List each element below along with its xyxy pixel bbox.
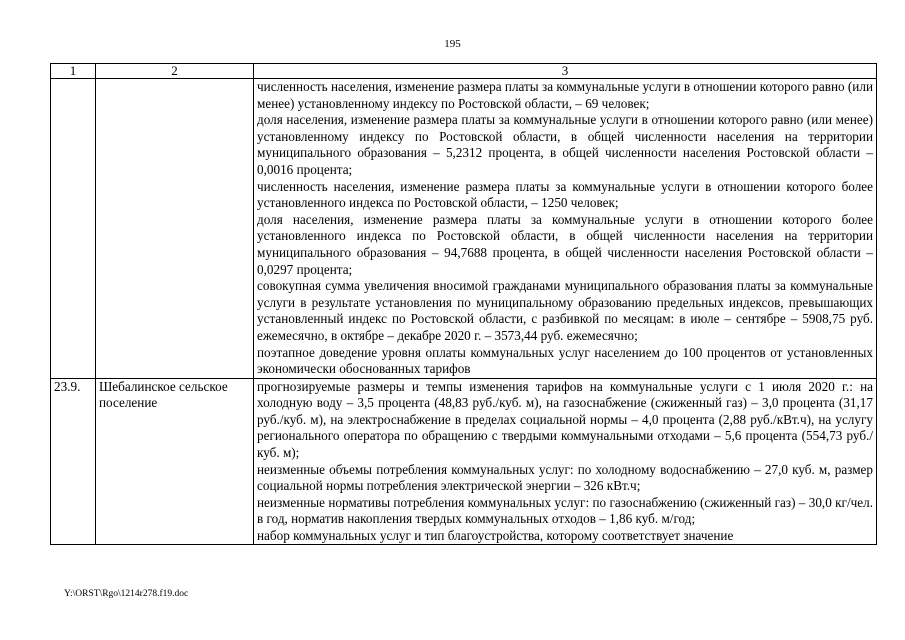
settlement-name: [96, 79, 254, 379]
row-description: [254, 79, 877, 379]
paragraph: неизменные нормативы потребления коммунальных услуг: по газоснабжению (сжиженный газ) – 30,0 кг/чел. в год, норматив накопления твердых коммунальных отходов – 1,86 куб. м/год;: [257, 494, 873, 527]
page-number: 195: [444, 38, 461, 50]
paragraph: набор коммунальных услуг и тип благоустройства, которому соответствует значение: [257, 528, 734, 544]
table-row: [51, 79, 877, 379]
row-number: 23.9.: [51, 378, 96, 544]
paragraph: поэтапное доведение уровня оплаты коммунальных услуг населением до 100 процентов от установленных экономически обоснованных тарифов: [257, 344, 873, 377]
paragraph: доля населения, изменение размера платы за коммунальные услуги в отношении которого равно (или менее) установленному индексу по Ростовской области, в общей численности населения на территории муниципального образования – 5,2312 процента, в общей численности населения Ростовской области – 0,0016 процента;: [257, 112, 873, 177]
paragraph: совокупная сумма увеличения вносимой гражданами муниципального образования платы за коммунальные услуги в результате установления по муниципальному образованию предельных индексов, превышающих установленный индекс по Ростовской области, с разбивкой по месяцам: в июле – сентябре – 5908,75 руб. ежемесячно, в октябре – декабре 2020 г. – 3573,44 руб. ежемесячно;: [257, 278, 873, 343]
settlement-name: Шебалинское сельское поселение: [96, 378, 254, 544]
table-header-row: [51, 64, 877, 79]
row-description: [254, 378, 877, 544]
header-col-2: 2: [96, 64, 254, 79]
paragraph: численность населения, изменение размера платы за коммунальные услуги в отношении которого равно (или менее) установленному индексу по Ростовской области, – 69 человек;: [257, 79, 873, 111]
document-table: [50, 63, 877, 545]
paragraph: прогнозируемые размеры и темпы изменения тарифов на коммунальные услуги с 1 июля 2020 г.: на холодную воду – 3,5 процента (48,83 руб./куб. м), на газоснабжение (сжиженный газ) – 3,0 процента (31,17 руб./куб. м), на электроснабжение в пределах социальной нормы – 4,0 процента (2,88 руб./кВт.ч), на услугу регионального оператора по обращению с твердыми коммунальными отходами – 5,6 процента (554,73 руб./куб. м);: [257, 378, 873, 461]
header-col-3: 3: [254, 64, 877, 79]
table-row: [51, 378, 877, 544]
header-col-1: 1: [51, 64, 96, 79]
row-number: [51, 79, 96, 379]
paragraph: численность населения, изменение размера платы за коммунальные услуги в отношении которого более установленного индекса по Ростовской области, – 1250 человек;: [257, 178, 873, 211]
paragraph: неизменные объемы потребления коммунальных услуг: по холодному водоснабжению – 27,0 куб. м, размер социальной нормы потребления электрической энергии – 326 кВт.ч;: [257, 461, 873, 494]
paragraph: доля населения, изменение размера платы за коммунальные услуги в отношении которого более установленного индекса по Ростовской области, в общей численности населения на территории муниципального образования – 94,7688 процента, в общей численности населения Ростовской области – 0,0297 процента;: [257, 211, 873, 277]
file-path-footer: Y:\ORST\Rgo\1214r278.f19.doc: [64, 589, 189, 599]
